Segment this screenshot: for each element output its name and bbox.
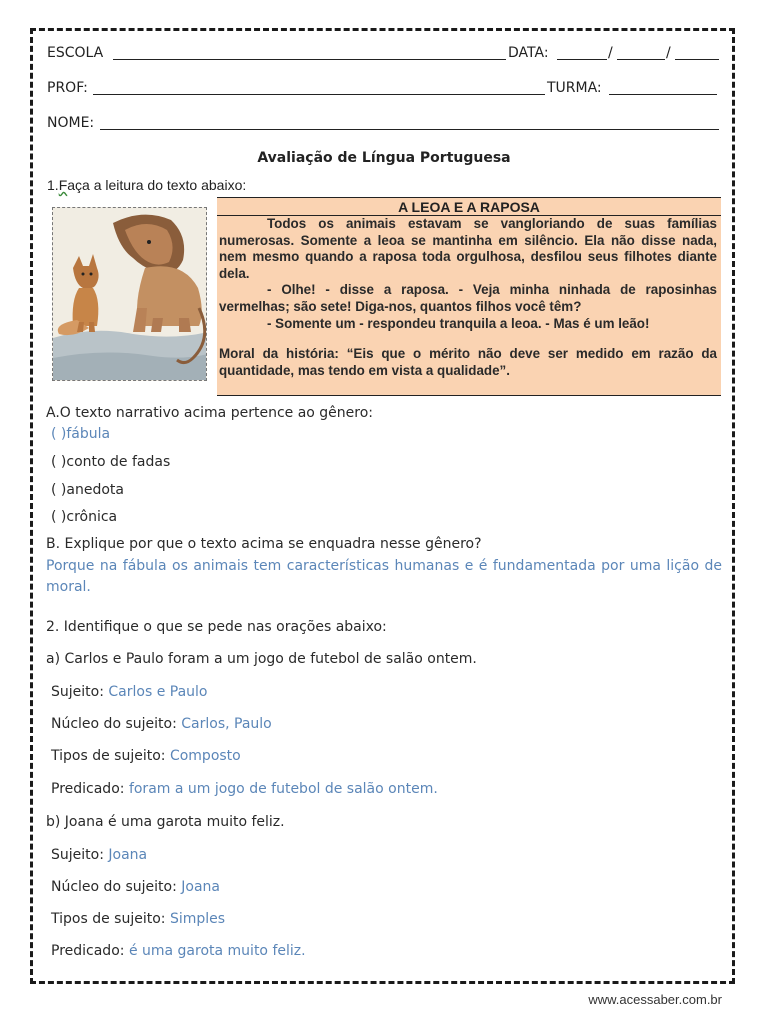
question-2: 2. Identifique o que se pede nas orações abaixo: [46,619,387,635]
sujeito-b-answer[interactable]: Joana [108,847,148,863]
worksheet-frame [30,28,735,984]
date-slash-2: / [666,45,671,61]
sujeito-a-answer[interactable]: Carlos e Paulo [108,684,208,700]
date-day-line[interactable] [557,59,607,60]
footer-url[interactable]: www.acessaber.com.br [588,992,722,1007]
nucleo-a-answer[interactable]: Carlos, Paulo [181,716,272,732]
date-year-line[interactable] [675,59,719,60]
escola-label: ESCOLA [47,45,104,61]
tipo-b-row: Tipos de sujeito: Simples [51,911,226,927]
turma-label: TURMA: [547,80,602,96]
tipo-a-answer[interactable]: Composto [169,748,241,764]
sentence-a: a) Carlos e Paulo foram a um jogo de futebol de salão ontem. [46,651,477,667]
lion-fox-illustration [52,207,207,381]
nucleo-a-row: Núcleo do sujeito: Carlos, Paulo [51,716,272,732]
date-month-line[interactable] [617,59,665,60]
prof-label: PROF: [47,80,88,96]
story-paragraph-3: - Somente um - respondeu tranquila a leoa. - Mas é um leão! [267,315,650,331]
option-anedota[interactable]: ( )anedota [51,482,124,498]
data-label: DATA: [508,45,549,61]
question-1: 1.Faça a leitura do texto abaixo: [47,177,247,193]
story-paragraph-1: Todos os animais estavam se vangloriando de suas famílias numerosas. Somente a leoa se mantinha em silêncio. Ela não disse nada, nem mesmo quando a raposa toda orgulhosa, desfilou seus filhotes diante dela. [219,216,717,281]
option-fabula[interactable]: ( )fábula [51,426,111,442]
escola-line[interactable] [113,59,506,60]
date-slash-1: / [608,45,613,61]
predicado-b-answer[interactable]: é uma garota muito feliz. [128,943,306,959]
story-box [217,197,721,396]
nome-line[interactable] [100,129,719,130]
answer-b[interactable]: Porque na fábula os animais tem características humanas e é fundamentada por uma lição de moral. [46,558,722,595]
nucleo-b-answer[interactable]: Joana [181,879,220,895]
question-b: B. Explique por que o texto acima se enquadra nesse gênero? [46,536,482,552]
story-paragraph-2: - Olhe! - disse a raposa. - Veja minha ninhada de raposinhas vermelhas; são sete! Diga-nos, quantos filhos você têm? [219,282,717,314]
sujeito-a-row: Sujeito: Carlos e Paulo [51,684,208,700]
tipo-a-row: Tipos de sujeito: Composto [51,748,241,764]
nome-label: NOME: [47,115,95,131]
tipo-b-answer[interactable]: Simples [169,911,226,927]
story-title: A LEOA E A RAPOSA [398,199,540,215]
predicado-a-answer[interactable]: foram a um jogo de futebol de salão ontem. [128,781,438,797]
page-title: Avaliação de Língua Portuguesa [257,150,511,166]
nucleo-b-row: Núcleo do sujeito: Joana [51,879,220,895]
sujeito-b-row: Sujeito: Joana [51,847,148,863]
predicado-b-row: Predicado: é uma garota muito feliz. [51,943,306,959]
story-moral: Moral da história: “Eis que o mérito não deve ser medido em razão da quantidade, mas tendo em vista a qualidade”. [219,346,717,378]
sentence-b: b) Joana é uma garota muito feliz. [46,814,285,830]
prof-line[interactable] [93,94,545,95]
question-a: A.O texto narrativo acima pertence ao gênero: [46,405,374,421]
option-conto-de-fadas[interactable]: ( )conto de fadas [51,454,171,470]
story-text [219,216,717,379]
predicado-a-row: Predicado: foram a um jogo de futebol de salão ontem. [51,781,438,797]
option-cronica[interactable]: ( )crônica [51,509,118,525]
turma-line[interactable] [609,94,717,95]
